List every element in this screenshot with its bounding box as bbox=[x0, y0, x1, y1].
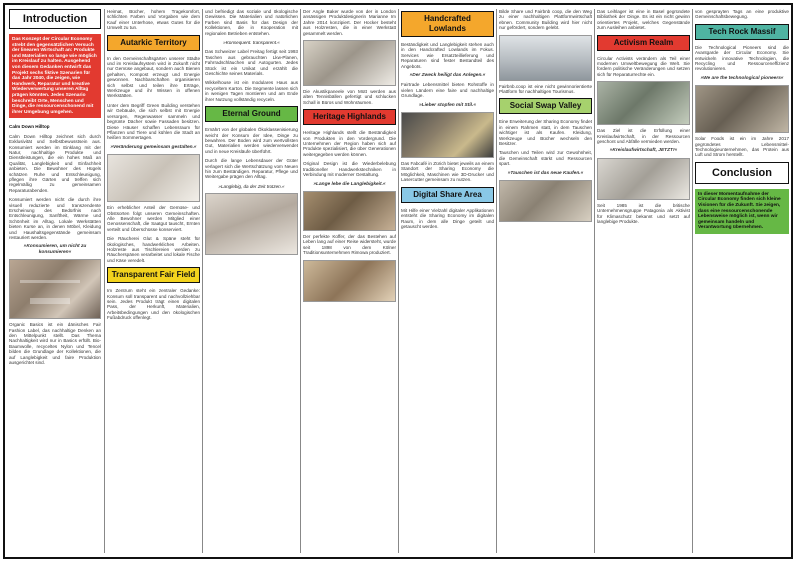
col-paragraph: Fairtrade Lebensmittel bieten Rohstoffe in vielen Ländern eine faire und nachhaltige Grundlage. bbox=[401, 82, 494, 99]
boots-photo bbox=[107, 154, 200, 202]
poster-page bbox=[3, 3, 793, 559]
column-divider bbox=[300, 9, 301, 553]
intro-paragraph: Organic Basics ist ein dänisches Fair Fashion Label, das nachhaltige Denken an den Mittelpunkt stellt. Das Thema Nachhaltigkeit wird nur in Basics erfüllt. Bio-Baumwolle, recyceltes Nylon und Tencel bilden die Grundlage der Kollektionen, die auf Langlebigkeit und faire Produktion ausgerichtet sind. bbox=[9, 322, 101, 366]
transparent-fair-field-heading: Transparent Fair Field bbox=[107, 267, 200, 283]
col-paragraph: von gesprayten Tags an eine produktive Gemeinschaftsbewegung. bbox=[695, 9, 789, 20]
col-paragraph: Ernährt von der globalen Ökoklassenisierung weicht der Konsum der Idee, Dinge zu bewahren. Der Boden wird zum wertvollsten Gut, Materialien werden wiederverwendet und in neue Kreisläufe überführt. bbox=[205, 127, 298, 154]
column-five bbox=[401, 9, 494, 553]
column-four bbox=[303, 9, 396, 553]
column-divider bbox=[398, 9, 399, 553]
column-divider bbox=[496, 9, 497, 553]
column-two bbox=[107, 9, 200, 553]
col-paragraph: Die Akustikpaneele von Mütt werden aus alten Tennisbällen gefertigt und schlucken Schall in Büros und Wohnräumen. bbox=[303, 89, 396, 105]
col-paragraph: Durch die lange Lebensdauer der Güter verlagert sich die Wertschätzung vom Neuen hin zum Beständigen. Reparatur, Pflege und Weitergabe prägen den Alltag. bbox=[205, 158, 298, 180]
workshop-photo bbox=[9, 259, 101, 319]
col-paragraph: Bilde Share und Fairbnb coop, die den Weg zu einer nachhaltigen Plattformwirtschaft ebnen. Community Building wird hier nicht nur gefördert, sondern gelebt. bbox=[499, 9, 592, 31]
conclusion-heading: Conclusion bbox=[695, 162, 789, 184]
col-paragraph: Die Räucherei Glut & Späne steht für ökologisches, handwerkliches Arbeiten. Holzreste aus Tischlereien werden zu Räucherspänen verarbeitet und lokale Fische und Käse veredelt. bbox=[107, 236, 200, 263]
col-paragraph: Die Technological Pioneers sind die Avantgarde der Circular Economy. Sie entwickeln innovative Technologien, die Recycling und Ressourceneffizienz revolutionieren. bbox=[695, 44, 789, 72]
social-swap-valley-heading: Social Swap Valley bbox=[499, 98, 592, 114]
intro-quote: »Konsumieren, um nicht zu konsumieren« bbox=[23, 244, 87, 255]
digital-share-area-heading: Digital Share Area bbox=[401, 187, 494, 203]
col-paragraph: Ein erheblicher Anteil der Gemüse- und Obstsorten folgt unseren Gemeinschaften. Alle Bewohner werden Mitglied einer Genossenschaft, die Saatgut tauscht, Ernten verteilt und Überschüsse konserviert. bbox=[107, 205, 200, 232]
column-divider bbox=[594, 9, 595, 553]
building-photo bbox=[499, 35, 592, 81]
col-paragraph: Das Ziel ist die Erfüllung einer Kreislaufwirtschaft, in der Ressourcen geschont und Abfälle vermieden werden. bbox=[597, 128, 690, 145]
shop-photo bbox=[597, 81, 690, 125]
workers-photo bbox=[499, 180, 592, 222]
chairs-photo bbox=[205, 193, 298, 255]
intro-paragraph: Calm Down Hilltop zeichnet sich durch Exklusivität und Selbstbewusstsein aus. Konsumiert werden im Einklang mit der Natur, nachhaltige Produkte und Dienstleistungen, die ein hohes Maß an Qualität, Langlebigkeit und Einfachheit anbieten. Die Bewohner des Hügels schätzen Ruhe und Entschleunigung, pflegen ihre Gärten und treffen sich regelmäßig zu gemeinsamen Reparaturabenden. bbox=[9, 133, 101, 193]
col-paragraph: Tauschen und Teilen wird zur Gewohnheit, die Gemeinschaft stärkt und Ressourcen spart. bbox=[499, 150, 592, 167]
col-paragraph: Heritage Highlands stellt die Beständigkeit von Produkten in den Vordergrund. Die Unternehmen der Region haben sich auf Produkte spezialisiert, die über Generationen weitergegeben werden können. bbox=[303, 130, 396, 157]
heritage-highlands-heading: Heritage Highlands bbox=[303, 109, 396, 125]
introduction-summary: Das Konzept der Circular Economy strebt den gegensätzlichen Versuch der linearen Wirtschaft an: Produkte und Materialien so lange wie möglich im Kreislauf zu halten. Ausgehend von diesem Gedanken entwirft das Projekt sechs fiktive Szenarien für das Jahr 2040, die zeigen, wie Handwerk, Reparatur und kreative Wiederverwertung unseren Alltag prägen könnten. Jedes Szenario beschreibt Orte, Menschen und Dinge, die ressourcenschonend mit ihrer Umgebung umgehen. bbox=[9, 34, 101, 118]
col-quote: »We are the technological pioneers« bbox=[700, 75, 784, 81]
col-paragraph: Wikkelhouse ist ein modulares Haus aus recyceltem Karton. Die Segmente lassen sich in wenigen Tagen montieren und am Ende ihrer Nutzung vollständig recyceln. bbox=[205, 80, 298, 102]
col-paragraph: Seit 1985 ist die britische Unternehmensgruppe Patagonia als Aktivist für Klimaschutz bekannt und setzt auf langlebige Produkte. bbox=[597, 202, 690, 225]
col-paragraph: Unter dem Begriff Green Building verstehen wir Gebäude, die sich selbst mit Energie versorgen, Regenwasser sammeln und begrünte Dächer sowie Fassaden besitzen. Diese Häuser schaffen Lebensraum für Pflanzen und Tiere und kühlen die Stadt an heißen Sommertagen. bbox=[107, 102, 200, 141]
col-paragraph: Das Schweizer Label Freitag fertigt seit 1993 Taschen aus gebrauchten Lkw-Planen, Fahrradschläuchen und Autogurten. Jedes Stück ist ein Unikat und erzählt die Geschichte seines Materials. bbox=[205, 49, 298, 77]
interior-photo bbox=[303, 40, 396, 86]
column-eight bbox=[695, 9, 789, 553]
intro-paragraph: Konsumiert werden nicht die durch ihre visuell reduzierte und transzendente Erscheinung des Bedürfnis nach Entschleunigung, Sanftheit, Wärme und Schönheit im Alltag. Lokale Werkstätten bieten Kurse an, in denen Möbel, Kleidung und Haushaltsgegenstände gemeinsam restauriert werden. bbox=[9, 197, 101, 241]
col-paragraph: Das Leihlager ist eine in Basel gegründete Bibliothek der Dinge. Es ist ein nicht gewinn orientiertes Projekt, welches Gegenstände zum Ausleihen anbietet. bbox=[597, 9, 690, 31]
column-three bbox=[205, 9, 298, 553]
col-paragraph: Circular Activists verändern als Teil einer modernen Umweltbewegung die Welt. Sie fordern politische Veränderungen und setzen sich für Reparaturrechte ein. bbox=[597, 55, 690, 77]
calm-down-hilltop-subtitle: Calm Down Hilltop bbox=[9, 124, 50, 130]
conclusion-summary: In dieser Momentaufnahme der Circular Economy finden sich kleine Visionen für die Zukunft. Sie zeigen, dass eine ressourcenschonende Lebensweise möglich ist, wenn wir gemeinsam handeln und Verantwortung übernehmen. bbox=[695, 189, 789, 234]
col-paragraph: Der Angle Baker wurde von der in London ansässigen Produktdesignerin Marianne Im Jahre 2014 konzipiert. Der Hocker besteht aus Holzresten, die in einer Werkstatt gesammelt werden. bbox=[303, 9, 396, 36]
yarn-photo bbox=[303, 260, 396, 302]
col-paragraph: Mit Hilfe einer Vielzahl digitaler Applikationen entsteht die Sharing Economy im digitalen Raum, in dem alle Dinge geteilt und getauscht werden. bbox=[401, 207, 494, 229]
column-divider bbox=[692, 9, 693, 553]
column-divider bbox=[202, 9, 203, 553]
col-paragraph: Fairbnb.coop ist eine nicht gewinnorientierte Plattform für nachhaltigen Tourismus. bbox=[499, 83, 592, 95]
column-divider bbox=[104, 9, 105, 553]
col-paragraph: und befriedigt das soziale und ökologische Gewissen. Die Materialien und natürlichen Farben sind Basis für das Design der Kollektionen, die in Kooperation mit regionalen Betrieben entstehen. bbox=[205, 9, 298, 36]
col-quote: »Der Zweck heiligt das Anlegen.« bbox=[409, 73, 486, 79]
col-paragraph: Solar Foods ist ein im Jahre 2017 gegründetes Lebensmittel-Technologieunternehmen, das Protein aus Luft und Strom herstellt. bbox=[695, 136, 789, 158]
col-paragraph: Das Fabcafé in Zürich bietet jeweils an einem Standort der Sharing Economy die Möglichkeit, Maschinen wie 3D-Drucker und Lasercutter gemeinsam zu nutzen. bbox=[401, 161, 494, 183]
column-six bbox=[499, 9, 592, 553]
col-paragraph: Der perfekte Koffer, der das Bestehen auf Leben lang auf einer Reise widersteht, wurde seit 1898 von dem Kölner Traditionsunternehmen Rimowa produziert. bbox=[303, 233, 396, 256]
col-paragraph: Heimat, Bücher, hohem Tragekomfort, schlichten Farben und Vorgaben wie dem Kauf einer Unterhose, etwas Gutes für die Umwelt zu tun. bbox=[107, 9, 200, 31]
col-paragraph: In den Gemeinschaftsgärten unserer Städte und im Kreislaufsystem wird in Zukunft nicht nur Gemüse angebaut, sondern auch Bienen gehalten, Kompost erzeugt und Energie gewonnen. Nachbarschaften organisieren sich selbst und teilen ihre Erträge, Werkzeuge und ihr Wissen in offenen Werkstätten. bbox=[107, 55, 200, 99]
column-seven bbox=[597, 9, 690, 553]
eternal-ground-heading: Eternal Ground bbox=[205, 106, 298, 122]
stairs-photo bbox=[597, 158, 690, 200]
col-caption: »Langlebig, da der Zeit trotzen.« bbox=[218, 183, 285, 189]
lights-photo bbox=[401, 112, 494, 158]
col-paragraph: Original Design ist die Wiederbelebung traditioneller Handwerkstechniken in Verbindung mit moderner Gestaltung. bbox=[303, 161, 396, 178]
col-quote: »Veränderung gemeinsam gestalten.« bbox=[110, 144, 197, 150]
col-paragraph: Im Zentrum steht ein zentraler Gedanke: Konsum soll transparent und nachvollziehbar sein. Jedes Produkt trägt einen digitalen Pass, der Herkunft, Materialien, Arbeitsbedingungen und den ökologischen Fußabdruck offenlegt. bbox=[107, 288, 200, 321]
col-quote: »Lieber stopfen mit Stil.« bbox=[418, 102, 477, 108]
tech-rock-massif-heading: Tech Rock Massif bbox=[695, 24, 789, 40]
handcrafted-lowlands-heading: Handcrafted Lowlands bbox=[401, 11, 494, 37]
column-introduction bbox=[9, 9, 101, 553]
technology-photo bbox=[695, 85, 789, 133]
col-paragraph: Eine Erweiterung der Sharing Economy findet in einem Rahmen statt, in dem Tauschen wichtiger ist als Kaufen. Kleidung, Werkzeuge und Bücher wechseln den Besitzer. bbox=[499, 119, 592, 147]
autarkic-territory-heading: Autarkic Territory bbox=[107, 35, 200, 51]
market-photo bbox=[303, 191, 396, 231]
col-quote: »Lange lebe die Langlebigkeit.« bbox=[313, 181, 386, 187]
introduction-heading: Introduction bbox=[9, 9, 101, 29]
activism-realm-heading: Activism Realm bbox=[597, 35, 690, 51]
col-quote: »Tauschen ist das neue Kaufen.« bbox=[507, 170, 584, 176]
col-quote: »Kreislaufwirtschaft, JETZT!« bbox=[609, 148, 678, 154]
col-caption: »Konsequent. transparent.« bbox=[223, 40, 280, 46]
col-paragraph: Beständigkeit und Langlebigkeit stehen auch in den Handcrafted Lowlands im Fokus. Services wie Ersatzteillieferung und Reparaturen sind fester Bestandteil des Angebots. bbox=[401, 42, 494, 69]
